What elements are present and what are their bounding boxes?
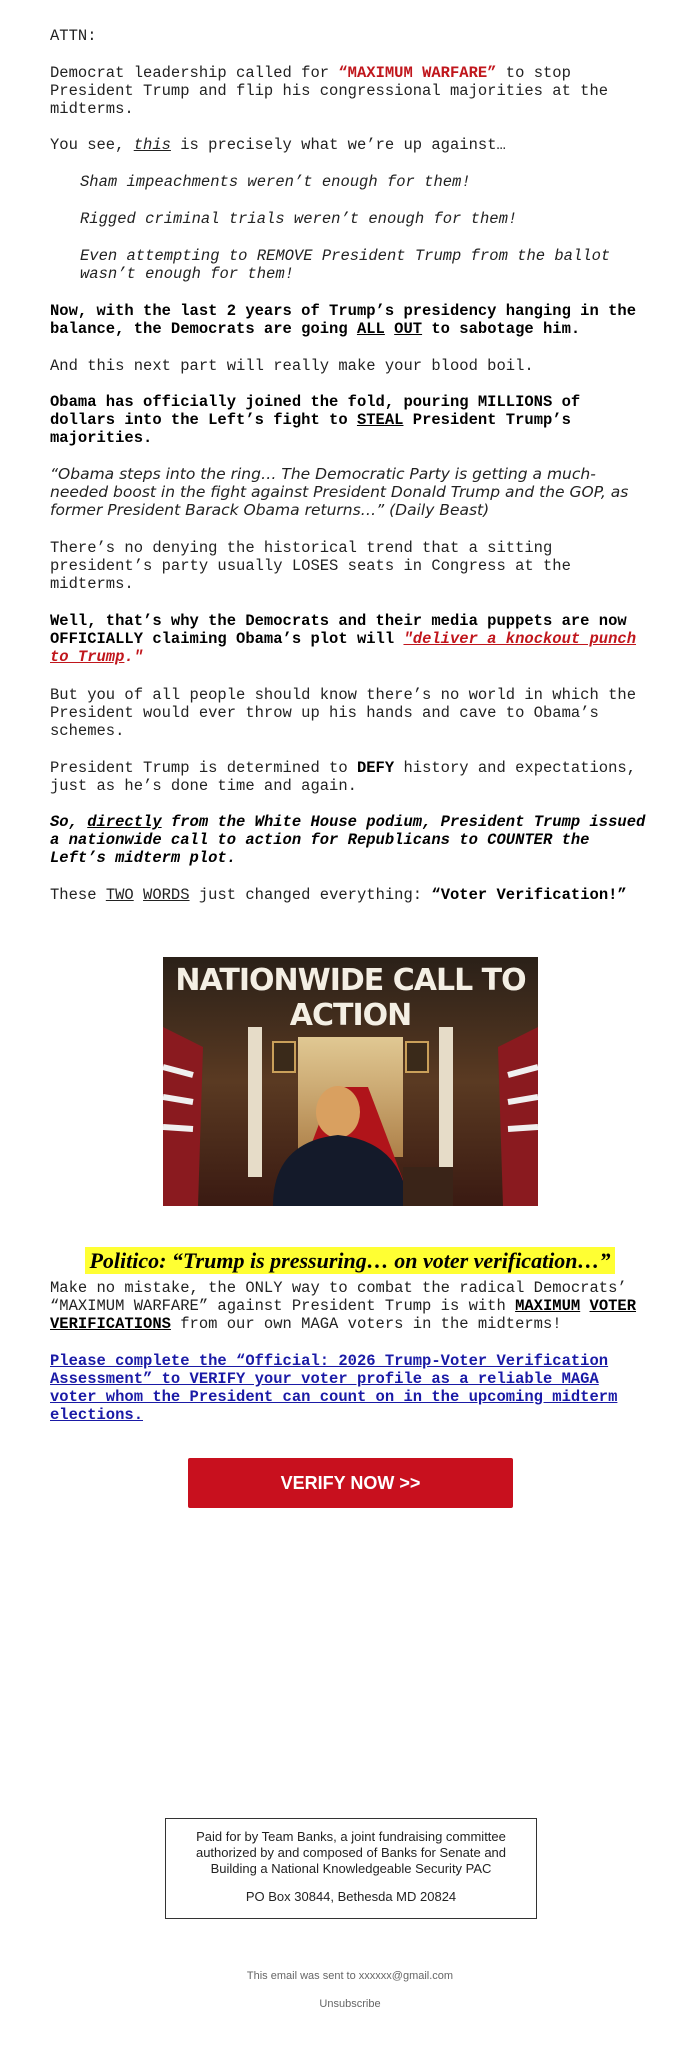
politico-banner-text: Politico: “Trump is pressuring… on voter verification…” <box>85 1247 614 1274</box>
paragraph-blood-boil: And this next part will really make your blood boil. <box>50 357 534 375</box>
list-item: Even attempting to REMOVE President Trump from the ballot wasn’t enough for them! <box>80 247 611 283</box>
unsubscribe-row <box>0 1998 700 2010</box>
paragraph-knockout: Well, that’s why the Democrats and their media puppets are now OFFICIALLY claiming Obama’s plot will "deliver a knockout punch to Trump." <box>50 612 637 666</box>
knockout-punch-link[interactable]: "deliver a knockout punch to Trump <box>50 630 637 666</box>
mailing-address: PO Box 30844, Bethesda MD 20824 <box>245 1889 457 1904</box>
hero-title: NATIONWIDE CALL TO ACTION <box>175 963 526 1033</box>
paragraph-obama-millions: Obama has officially joined the fold, pouring MILLIONS of dollars into the Left’s fight to STEAL President Trump’s majorities. <box>50 393 581 447</box>
paragraph-maximum-voter-verifications: Make no mistake, the ONLY way to combat the radical Democrats’ “MAXIMUM WARFARE” against President Trump is with MAXIMUM VOTER VERIFICATIONS from our own MAGA voters in the midterms! <box>50 1279 637 1333</box>
paragraph-all-out: Now, with the last 2 years of Trump’s presidency hanging in the balance, the Democrats are going ALL OUT to sabotage him. <box>50 302 636 338</box>
paragraph-defy: President Trump is determined to DEFY history and expectations, just as he’s done time and again. <box>50 759 637 795</box>
list-item: Rigged criminal trials weren’t enough for them! <box>80 210 518 228</box>
paragraph-call-to-action: So, directly from the White House podium, President Trump issued a nationwide call to action for Republicans to COUNTER the Left’s midterm plot. <box>50 813 646 867</box>
sent-to-notice: This email was sent to xxxxxx@gmail.com <box>246 1970 454 1982</box>
paragraph-historical-trend: There’s no denying the historical trend that a sitting president’s party usually LOSES seats in Congress at the midterms. <box>50 539 571 593</box>
unsubscribe-link[interactable]: Unsubscribe <box>319 1998 381 2010</box>
list-item: Sham impeachments weren’t enough for them! <box>80 173 471 191</box>
politico-banner <box>0 1247 700 1274</box>
paragraph-up-against: You see, this is precisely what we’re up against… <box>50 136 506 154</box>
verification-assessment-link[interactable]: Please complete the “Official: 2026 Trump-Voter Verification Assessment” to VERIFY your voter profile as a reliable MAGA voter whom the President can count on in the upcoming midterm elections. <box>50 1352 618 1424</box>
verify-now-button[interactable]: VERIFY NOW >> <box>188 1458 513 1508</box>
verification-assessment-paragraph <box>50 1352 650 1424</box>
hero-image[interactable] <box>163 957 538 1206</box>
greeting: ATTN: <box>50 27 97 45</box>
paragraph-no-world: But you of all people should know there’s no world in which the President would ever throw up his hands and cave to Obama’s schemes. <box>50 686 636 740</box>
paragraph-two-words: These TWO WORDS just changed everything: “Voter Verification!” <box>50 886 627 904</box>
paragraph-maximum-warfare: Democrat leadership called for “MAXIMUM WARFARE” to stop President Trump and flip his congressional majorities at the midterms. <box>50 64 609 118</box>
daily-beast-quote: “Obama steps into the ring… The Democratic Party is getting a much-needed boost in the fight against President Donald Trump and the GOP, as former President Barack Obama returns…” (Daily Beast) <box>50 465 629 519</box>
paid-for-text: Paid for by Team Banks, a joint fundraising committee authorized by and composed of Banks for Senate and Building a National Knowledgeable Security PAC <box>195 1829 507 1876</box>
paid-for-box <box>165 1818 537 1919</box>
